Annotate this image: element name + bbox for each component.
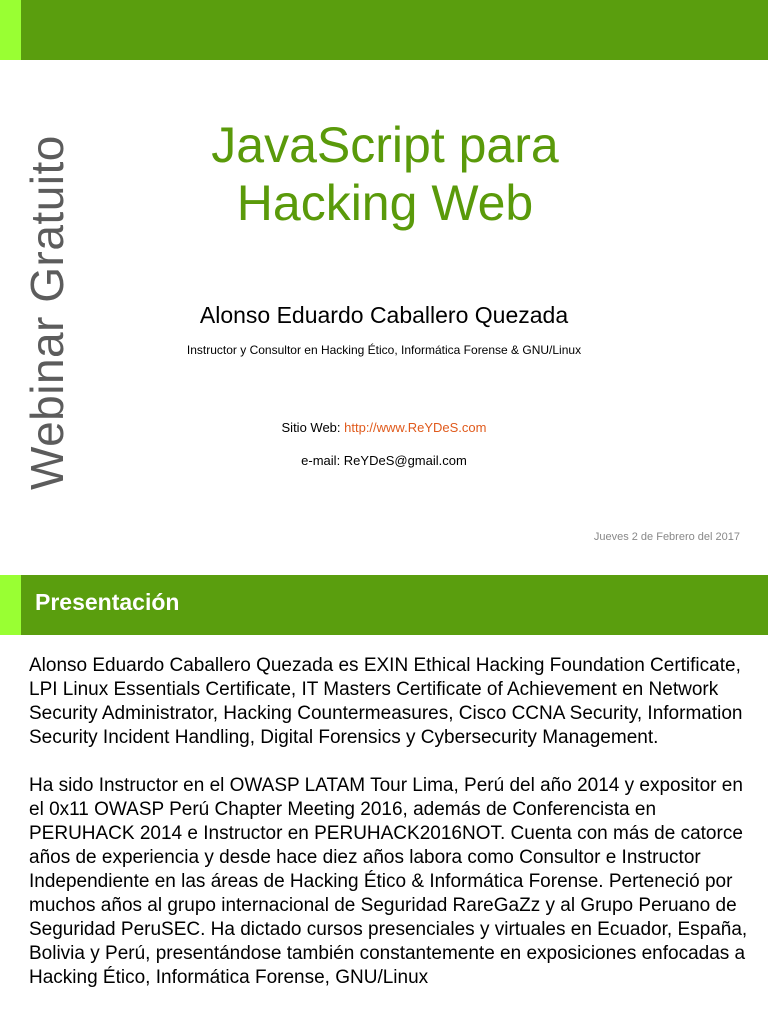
author-name: Alonso Eduardo Caballero Quezada <box>199 302 569 328</box>
bio-text <box>29 654 749 1014</box>
section-header-bar <box>21 575 768 635</box>
section-heading: Presentación <box>35 589 180 615</box>
header-bar <box>21 0 768 60</box>
email-address: ReYDeS@gmail.com <box>343 453 467 468</box>
website-label: Sitio Web: <box>281 420 345 435</box>
title-line-1: JavaScript para <box>211 117 559 173</box>
header-accent-strip <box>0 0 21 60</box>
webinar-side-title: Webinar Gratuito <box>21 135 73 490</box>
section-accent-strip <box>0 575 21 635</box>
email-label: e-mail: <box>301 453 344 468</box>
title-line-2: Hacking Web <box>236 175 534 231</box>
website-line <box>0 420 768 435</box>
email-line <box>0 453 768 468</box>
presentation-date: Jueves 2 de Febrero del 2017 <box>593 531 740 543</box>
presentation-slide <box>0 575 768 1024</box>
website-link[interactable]: http://www.ReYDeS.com <box>344 420 487 435</box>
presentation-title <box>140 116 630 232</box>
bio-paragraph-1: Alonso Eduardo Caballero Quezada es EXIN Ethical Hacking Foundation Certificate, LPI Linux Essentials Certificate, IT Masters Certificate of Achievement en Network Security Administrator, Hacking Countermeasures, Cisco CCNA Security, Information Security Incident Handling, Digital Forensics y Cybersecurity Management. <box>29 655 743 748</box>
author-role: Instructor y Consultor en Hacking Ético, Informática Forense & GNU/Linux <box>186 343 582 357</box>
bio-paragraph-2: Ha sido Instructor en el OWASP LATAM Tour Lima, Perú del año 2014 y expositor en el 0x11 OWASP Perú Chapter Meeting 2016, además de Conferencista en PERUHACK 2014 e Instructor en PERUHACK2016NOT. Cuenta con más de catorce años de experiencia y desde hace diez años labora como Consultor e Instructor Independiente en las áreas de Hacking Ético & Informática Forense. Perteneció por muchos años al grupo internacional de Seguridad RareGaZz y al Grupo Peruano de Seguridad PeruSEC. Ha dictado cursos presenciales y virtuales en Ecuador, España, Bolivia y Perú, presentándose también constantemente en exposiciones enfocadas a Hacking Ético, Informática Forense, GNU/Linux <box>29 775 748 988</box>
